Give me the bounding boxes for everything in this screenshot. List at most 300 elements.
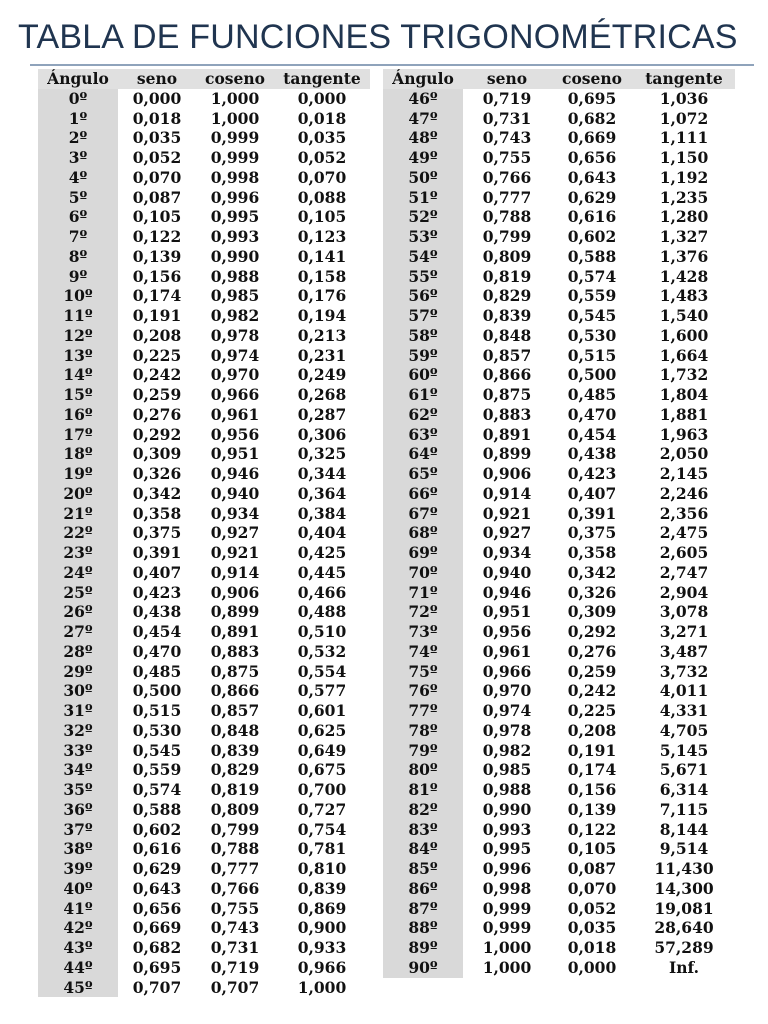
cell-tangente: 1,072: [659, 108, 709, 128]
cell-angulo: 65º: [383, 464, 463, 484]
cell-seno: 0,995: [482, 839, 532, 859]
cell-coseno: 0,998: [210, 167, 260, 187]
cell-angulo: 28º: [38, 642, 118, 662]
cell-coseno: 0,707: [210, 977, 260, 997]
cell-coseno: 0,999: [210, 148, 260, 167]
cell-coseno: 0,985: [210, 286, 260, 306]
cell-tangente: 9,514: [659, 839, 709, 859]
table-row: [383, 820, 735, 840]
table-row: [383, 109, 735, 129]
cell-coseno: 0,839: [210, 740, 260, 760]
cell-tangente: 1,428: [659, 266, 709, 286]
cell-angulo: 43º: [38, 938, 118, 958]
cell-angulo: 59º: [383, 346, 463, 366]
cell-tangente: 0,966: [297, 957, 347, 977]
table-row: [383, 247, 735, 267]
cell-coseno: 0,391: [567, 503, 617, 523]
cell-angulo: 3º: [38, 148, 118, 168]
cell-tangente: 2,145: [659, 464, 709, 483]
cell-coseno: 0,242: [567, 681, 617, 701]
table-row: [383, 425, 735, 445]
cell-coseno: 0,052: [567, 898, 617, 918]
cell-tangente: 0,532: [297, 641, 347, 661]
table-row: [383, 385, 735, 405]
cell-seno: 0,731: [482, 108, 532, 128]
cell-tangente: 1,280: [659, 207, 709, 227]
cell-seno: 0,309: [132, 444, 182, 464]
table-row: [38, 425, 370, 445]
header-angulo: Ángulo: [392, 69, 454, 88]
cell-coseno: 0,500: [567, 365, 617, 385]
cell-seno: 0,174: [132, 286, 182, 306]
cell-coseno: 0,643: [567, 167, 617, 187]
cell-coseno: 0,906: [210, 582, 260, 602]
cell-seno: 0,391: [132, 543, 182, 562]
table-row: [38, 622, 370, 642]
cell-coseno: 0,087: [567, 859, 617, 878]
cell-tangente: 0,510: [297, 622, 347, 641]
page-title: TABLA DE FUNCIONES TRIGONOMÉTRICAS: [18, 18, 738, 56]
cell-angulo: 13º: [38, 346, 118, 366]
cell-seno: 0,766: [482, 167, 532, 187]
cell-coseno: 0,423: [567, 464, 617, 483]
cell-angulo: 7º: [38, 227, 118, 247]
cell-angulo: 83º: [383, 820, 463, 840]
table-row: [38, 701, 370, 721]
cell-tangente: 1,000: [297, 977, 347, 997]
cell-angulo: 48º: [383, 128, 463, 148]
cell-tangente: 2,747: [659, 562, 709, 582]
table-row: [383, 286, 735, 306]
cell-tangente: 2,605: [659, 543, 709, 562]
cell-seno: 0,574: [132, 780, 182, 799]
cell-coseno: 0,000: [567, 957, 617, 977]
cell-tangente: 0,158: [297, 266, 347, 286]
cell-tangente: 1,376: [659, 246, 709, 266]
cell-seno: 0,342: [132, 483, 182, 503]
cell-angulo: 53º: [383, 227, 463, 247]
table-row: [38, 978, 370, 998]
cell-tangente: 0,070: [297, 167, 347, 187]
cell-tangente: 0,675: [297, 760, 347, 780]
cell-coseno: 0,438: [567, 444, 617, 464]
cell-tangente: 0,105: [297, 207, 347, 227]
table-row: [383, 306, 735, 326]
cell-seno: 0,105: [132, 207, 182, 227]
cell-angulo: 25º: [38, 583, 118, 603]
cell-coseno: 0,018: [567, 938, 617, 957]
cell-coseno: 0,719: [210, 957, 260, 977]
cell-seno: 0,454: [132, 622, 182, 641]
cell-seno: 1,000: [482, 957, 532, 977]
cell-angulo: 16º: [38, 405, 118, 425]
cell-angulo: 8º: [38, 247, 118, 267]
cell-seno: 0,423: [132, 582, 182, 602]
cell-angulo: 52º: [383, 207, 463, 227]
cell-coseno: 0,999: [210, 128, 260, 148]
cell-tangente: 0,268: [297, 385, 347, 404]
cell-seno: 0,682: [132, 938, 182, 957]
cell-angulo: 78º: [383, 721, 463, 741]
cell-seno: 0,956: [482, 622, 532, 641]
cell-angulo: 87º: [383, 899, 463, 919]
cell-angulo: 2º: [38, 128, 118, 148]
cell-seno: 0,438: [132, 602, 182, 622]
cell-angulo: 85º: [383, 859, 463, 879]
cell-angulo: 23º: [38, 543, 118, 563]
cell-seno: 0,559: [132, 760, 182, 780]
cell-tangente: 0,176: [297, 286, 347, 306]
cell-tangente: 1,963: [659, 424, 709, 444]
header-angulo: Ángulo: [47, 69, 109, 88]
table-row: [383, 602, 735, 622]
cell-tangente: 2,904: [659, 582, 709, 602]
cell-coseno: 0,809: [210, 799, 260, 819]
cell-tangente: 7,115: [659, 799, 709, 819]
cell-seno: 0,500: [132, 681, 182, 701]
header-seno: seno: [136, 69, 178, 88]
cell-coseno: 0,970: [210, 365, 260, 385]
cell-angulo: 63º: [383, 425, 463, 445]
cell-tangente: 1,881: [659, 404, 709, 424]
cell-seno: 0,707: [132, 977, 182, 997]
cell-angulo: 55º: [383, 267, 463, 287]
cell-tangente: 1,150: [659, 148, 709, 167]
table-row: [383, 326, 735, 346]
cell-seno: 0,985: [482, 760, 532, 780]
cell-angulo: 89º: [383, 938, 463, 958]
cell-seno: 0,934: [482, 543, 532, 562]
cell-angulo: 81º: [383, 780, 463, 800]
cell-coseno: 0,731: [210, 938, 260, 957]
cell-coseno: 0,891: [210, 622, 260, 641]
cell-angulo: 54º: [383, 247, 463, 267]
cell-seno: 0,857: [482, 345, 532, 365]
table-row: [38, 642, 370, 662]
cell-tangente: 0,384: [297, 503, 347, 523]
cell-angulo: 86º: [383, 879, 463, 899]
table-row: [38, 563, 370, 583]
cell-coseno: 0,993: [210, 227, 260, 246]
cell-seno: 0,788: [482, 207, 532, 227]
cell-coseno: 0,259: [567, 661, 617, 681]
table-row: [38, 109, 370, 129]
table-row: [38, 464, 370, 484]
cell-coseno: 0,602: [567, 227, 617, 246]
cell-angulo: 18º: [38, 444, 118, 464]
table-row: [383, 444, 735, 464]
cell-seno: 0,999: [482, 898, 532, 918]
cell-seno: 0,951: [482, 602, 532, 622]
trig-table-right: [383, 69, 735, 978]
cell-seno: 0,122: [132, 227, 182, 246]
cell-coseno: 0,899: [210, 602, 260, 622]
cell-coseno: 0,326: [567, 582, 617, 602]
cell-angulo: 39º: [38, 859, 118, 879]
cell-tangente: 0,933: [297, 938, 347, 957]
table-row: [38, 899, 370, 919]
cell-seno: 1,000: [482, 938, 532, 957]
cell-seno: 0,990: [482, 799, 532, 819]
cell-angulo: 22º: [38, 523, 118, 543]
cell-coseno: 0,070: [567, 878, 617, 898]
cell-tangente: 0,625: [297, 720, 347, 740]
table-row: [38, 780, 370, 800]
cell-angulo: 37º: [38, 820, 118, 840]
cell-tangente: 0,088: [297, 187, 347, 207]
cell-coseno: 0,616: [567, 207, 617, 227]
table-row: [383, 148, 735, 168]
cell-angulo: 68º: [383, 523, 463, 543]
cell-tangente: 0,445: [297, 562, 347, 582]
cell-seno: 0,927: [482, 523, 532, 543]
cell-coseno: 0,191: [567, 740, 617, 760]
cell-seno: 0,839: [482, 306, 532, 325]
cell-angulo: 74º: [383, 642, 463, 662]
cell-angulo: 44º: [38, 958, 118, 978]
table-row: [383, 504, 735, 524]
cell-coseno: 0,515: [567, 345, 617, 365]
cell-angulo: 66º: [383, 484, 463, 504]
cell-angulo: 38º: [38, 839, 118, 859]
cell-seno: 0,809: [482, 246, 532, 266]
cell-coseno: 0,358: [567, 543, 617, 562]
cell-angulo: 0º: [38, 89, 118, 109]
cell-tangente: 0,577: [297, 681, 347, 701]
cell-tangente: 5,145: [659, 740, 709, 760]
cell-tangente: 0,000: [297, 88, 347, 108]
cell-angulo: 15º: [38, 385, 118, 405]
cell-coseno: 0,990: [210, 246, 260, 266]
cell-coseno: 0,951: [210, 444, 260, 464]
cell-seno: 0,891: [482, 424, 532, 444]
cell-coseno: 0,656: [567, 148, 617, 167]
cell-seno: 0,988: [482, 780, 532, 799]
cell-seno: 0,996: [482, 859, 532, 878]
cell-seno: 0,970: [482, 681, 532, 701]
table-row: [38, 741, 370, 761]
cell-seno: 0,656: [132, 898, 182, 918]
cell-angulo: 34º: [38, 760, 118, 780]
cell-seno: 0,018: [132, 108, 182, 128]
table-row: [383, 721, 735, 741]
cell-angulo: 79º: [383, 741, 463, 761]
table-row: [38, 405, 370, 425]
cell-coseno: 0,921: [210, 543, 260, 562]
cell-tangente: 1,483: [659, 286, 709, 306]
table-row: [383, 800, 735, 820]
cell-tangente: 19,081: [654, 898, 714, 918]
cell-angulo: 11º: [38, 306, 118, 326]
cell-coseno: 0,545: [567, 306, 617, 325]
cell-tangente: 0,287: [297, 404, 347, 424]
table-row: [38, 148, 370, 168]
cell-seno: 0,629: [132, 859, 182, 878]
cell-tangente: 28,640: [654, 918, 714, 938]
cell-seno: 0,087: [132, 187, 182, 207]
table-row: [383, 267, 735, 287]
cell-angulo: 70º: [383, 563, 463, 583]
cell-coseno: 0,829: [210, 760, 260, 780]
cell-coseno: 0,588: [567, 246, 617, 266]
table-row: [383, 563, 735, 583]
table-row: [383, 681, 735, 701]
cell-coseno: 0,342: [567, 562, 617, 582]
cell-seno: 0,719: [482, 88, 532, 108]
table-row: [38, 681, 370, 701]
cell-tangente: 0,018: [297, 108, 347, 128]
cell-tangente: 2,475: [659, 523, 709, 543]
cell-coseno: 0,777: [210, 859, 260, 878]
table-row: [383, 662, 735, 682]
cell-tangente: 0,649: [297, 740, 347, 760]
cell-angulo: 26º: [38, 602, 118, 622]
cell-coseno: 0,927: [210, 523, 260, 543]
cell-tangente: 6,314: [659, 780, 709, 799]
cell-seno: 0,866: [482, 365, 532, 385]
cell-tangente: 1,192: [659, 167, 709, 187]
cell-tangente: 0,249: [297, 365, 347, 385]
cell-coseno: 0,574: [567, 266, 617, 286]
cell-tangente: 1,600: [659, 325, 709, 345]
table-row: [383, 128, 735, 148]
table-row: [38, 583, 370, 603]
cell-coseno: 0,866: [210, 681, 260, 701]
table-row: [38, 346, 370, 366]
header-tangente: tangente: [283, 69, 361, 88]
table-row: [38, 760, 370, 780]
table-row: [38, 365, 370, 385]
cell-seno: 0,276: [132, 404, 182, 424]
table-row: [38, 227, 370, 247]
cell-coseno: 0,974: [210, 345, 260, 365]
table-row: [383, 188, 735, 208]
cell-seno: 0,407: [132, 562, 182, 582]
cell-coseno: 0,988: [210, 266, 260, 286]
cell-coseno: 0,946: [210, 464, 260, 483]
cell-seno: 0,848: [482, 325, 532, 345]
cell-angulo: 47º: [383, 109, 463, 129]
cell-tangente: 1,664: [659, 345, 709, 365]
cell-angulo: 31º: [38, 701, 118, 721]
cell-coseno: 0,454: [567, 424, 617, 444]
cell-angulo: 42º: [38, 918, 118, 938]
cell-coseno: 0,940: [210, 483, 260, 503]
cell-tangente: 0,364: [297, 483, 347, 503]
cell-angulo: 17º: [38, 425, 118, 445]
cell-tangente: 1,111: [659, 128, 709, 148]
cell-coseno: 0,309: [567, 602, 617, 622]
cell-angulo: 50º: [383, 168, 463, 188]
cell-angulo: 71º: [383, 583, 463, 603]
cell-angulo: 5º: [38, 188, 118, 208]
cell-tangente: 14,300: [654, 878, 714, 898]
cell-tangente: 0,781: [297, 839, 347, 859]
header-tangente: tangente: [645, 69, 723, 88]
cell-seno: 0,485: [132, 661, 182, 681]
cell-seno: 0,695: [132, 957, 182, 977]
cell-coseno: 0,276: [567, 641, 617, 661]
table-row: [383, 918, 735, 938]
cell-tangente: 1,327: [659, 227, 709, 246]
cell-tangente: Inf.: [668, 957, 700, 977]
table-row: [383, 89, 735, 109]
cell-tangente: 1,235: [659, 187, 709, 207]
cell-angulo: 57º: [383, 306, 463, 326]
cell-angulo: 80º: [383, 760, 463, 780]
table-row: [383, 642, 735, 662]
cell-seno: 0,515: [132, 701, 182, 720]
cell-angulo: 45º: [38, 978, 118, 998]
cell-angulo: 1º: [38, 109, 118, 129]
cell-seno: 0,914: [482, 483, 532, 503]
table-row: [38, 89, 370, 109]
cell-tangente: 0,035: [297, 128, 347, 148]
table-row: [383, 859, 735, 879]
cell-coseno: 0,883: [210, 641, 260, 661]
cell-seno: 0,998: [482, 878, 532, 898]
cell-angulo: 76º: [383, 681, 463, 701]
cell-coseno: 0,669: [567, 128, 617, 148]
table-row: [38, 267, 370, 287]
cell-coseno: 0,857: [210, 701, 260, 720]
cell-angulo: 67º: [383, 504, 463, 524]
cell-angulo: 84º: [383, 839, 463, 859]
cell-coseno: 0,934: [210, 503, 260, 523]
cell-tangente: 2,356: [659, 503, 709, 523]
table-row: [38, 879, 370, 899]
table-row: [383, 741, 735, 761]
cell-angulo: 40º: [38, 879, 118, 899]
cell-seno: 0,326: [132, 464, 182, 483]
cell-seno: 0,292: [132, 424, 182, 444]
cell-tangente: 1,036: [659, 88, 709, 108]
cell-angulo: 56º: [383, 286, 463, 306]
cell-seno: 0,208: [132, 325, 182, 345]
table-row: [383, 958, 735, 978]
cell-tangente: 0,325: [297, 444, 347, 464]
cell-angulo: 58º: [383, 326, 463, 346]
table-row: [383, 168, 735, 188]
table-row: [38, 207, 370, 227]
cell-angulo: 24º: [38, 563, 118, 583]
cell-angulo: 88º: [383, 918, 463, 938]
table-row: [383, 938, 735, 958]
cell-coseno: 0,470: [567, 404, 617, 424]
cell-seno: 0,139: [132, 246, 182, 266]
cell-tangente: 0,754: [297, 819, 347, 839]
table-row: [383, 622, 735, 642]
cell-coseno: 0,105: [567, 839, 617, 859]
cell-angulo: 51º: [383, 188, 463, 208]
cell-coseno: 0,122: [567, 819, 617, 839]
cell-seno: 0,602: [132, 819, 182, 839]
table-row: [383, 701, 735, 721]
cell-coseno: 0,225: [567, 701, 617, 720]
cell-angulo: 33º: [38, 741, 118, 761]
cell-seno: 0,999: [482, 918, 532, 938]
cell-coseno: 0,156: [567, 780, 617, 799]
cell-coseno: 0,755: [210, 898, 260, 918]
cell-seno: 0,743: [482, 128, 532, 148]
cell-angulo: 32º: [38, 721, 118, 741]
table-row: [38, 662, 370, 682]
cell-seno: 0,755: [482, 148, 532, 167]
table-header: [383, 69, 735, 89]
cell-coseno: 0,485: [567, 385, 617, 404]
table-row: [38, 820, 370, 840]
cell-seno: 0,070: [132, 167, 182, 187]
